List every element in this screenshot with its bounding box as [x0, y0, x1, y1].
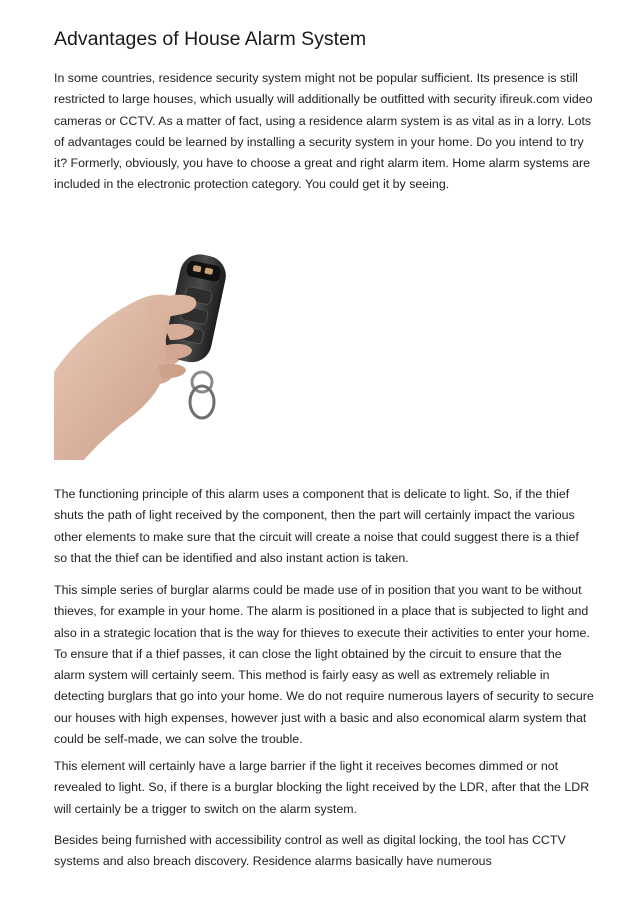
paragraph-burglar-alarm-series: This simple series of burglar alarms could be made use of in position that you want to be without thieves, for example in your home. The alarm is positioned in a place that is subjected to light and also in a strategic location that is the way for thieves to execute their activities to enter your home. To ensure that if a thief passes, it can close the light obtained by the circuit to ensure that the alarm system will certainly seem. This method is fairly easy as well as extremely reliable in detecting burglars that go into your home. We do not require numerous layers of security to secure our houses with high expenses, however just with a basic and also economical alarm system that could be self-made, we can solve the trouble. — [54, 583, 594, 747]
paragraph-working-principle: The functioning principle of this alarm uses a component that is delicate to light. So, if the thief shuts the path of light received by the component, then the part will certainly impact the various other elements to make sure that the circuit will create a noise that could suggest there is a thief so that the thief can be identified and also instant action is taken. — [54, 487, 579, 565]
remote-key-fob-icon — [54, 222, 234, 460]
paragraph-access-control: Besides being furnished with accessibility control as well as digital locking, the tool has CCTV systems and also breach discovery. Residence alarms basically have numerous — [54, 833, 566, 869]
page-title: Advantages of House Alarm System — [54, 28, 367, 50]
hand-holding-remote-image — [54, 222, 234, 460]
paragraph-ldr-barrier: This element will certainly have a large barrier if the light it receives becomes dimmed or not revealed to light. So, if there is a burglar blocking the light received by the LDR, after that the LDR will certainly be a trigger to switch on the alarm system. — [54, 759, 590, 816]
paragraph-intro: In some countries, residence security system might not be popular sufficient. Its presence is still restricted to large houses, which usually will additionally be outfitted with security ifireuk.com video cameras or CCTV. As a matter of fact, using a residence alarm system is as vital as in a lorry. Lots of advantages could be learned by installing a security system in your home. Do you intend to try it? Formerly, obviously, you have to choose a great and right alarm item. Home alarm systems are included in the electronic protection category. You could get it by seeing. — [54, 71, 593, 192]
